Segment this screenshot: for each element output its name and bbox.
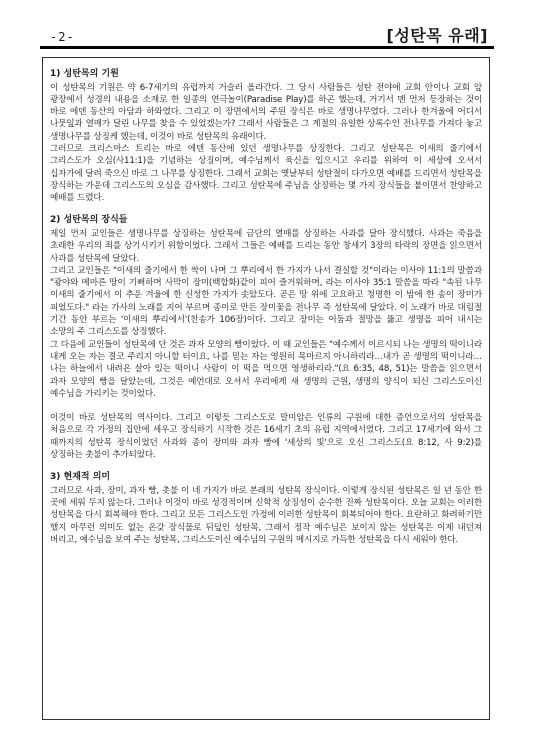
section-decorations bbox=[50, 214, 482, 461]
section-heading: 1) 성탄목의 기원 bbox=[50, 69, 119, 79]
paragraph: 그 다음에 교인들이 성탄목에 단 것은 과자 모양의 빵이었다. 이 때 교인들은 "예수께서 이르시되 나는 생명의 떡이니라 내게 오는 자는 결코 주리지 아니할 터이요, 나를 믿는 자는 영원히 목마르지 아니하리라…내가 곧 생명의 떡이니라…나는 하늘에서 내려온 살아 있는 떡이니 사람이 이 떡을 먹으면 영생하리라."(요 6:35, 48, 51)는 말씀을 읽으면서 과자 모양의 빵을 달았는데, 그것은 예언대로 오셔서 우리에게 새 생명의 근원, 생명의 양식이 되신 그리스도이신 예수님을 가리키는 것이었다. bbox=[50, 339, 482, 399]
paragraph: 그리고 교인들은 "이새의 줄기에서 한 싹이 나며 그 뿌리에서 한 가지가 나서 결실할 것"이라는 이사야 11:1의 말씀과 "광야와 메마른 땅이 기뻐하며 사막이 장미(백합화)같이 피어 즐거워하며, 라는 이사야 35:1 말씀을 따라 "속된 나무 이새의 줄기에서 이 추운 겨울에 한 신성한 가지가 솟았도다. 곧은 땅 위에 고요하고 청명한 이 밤에 한 송이 장미가 피었도다." 라는 가사의 노래를 지어 부르며 종이로 만든 장미꽃을 전나무 즉 성탄목에 달았다. 이 노래가 바로 대림절 기간 동안 부르는 '이새의 뿌리에서'(찬송가 106장)이다. 그리고 장미는 어둠과 절망을 뚫고 생명을 피어 내시는 소망의 주 그리스도를 상징했다. bbox=[50, 265, 482, 338]
paragraph: 그러므로 크리스마스 트리는 바로 에덴 동산에 있던 생명나무를 상징한다. 그리고 성탄목은 이새의 줄기에서 그리스도가 오심(사11:1)을 기념하는 상징이며, 예수님께서 육신을 입으시고 우리를 위하여 이 세상에 오셔서 십자가에 달려 죽으신 바로 그 나무를 상징한다. 그래서 교회는 옛날부터 성탄절이 다가오면 예배를 드리면서 성탄목을 장식하는 가운데 그리스도의 오심을 감사했다. 그리고 성탄목에 주님을 상징하는 몇 가지 장식들을 붙이면서 찬양하고 예배를 드렸다. bbox=[50, 143, 482, 204]
paragraph: 그러므로 사과, 장미, 과자 빵, 촛불 이 네 가지가 바로 본래의 성탄목 장식이다. 이렇게 장식된 성탄목은 일 년 동안 한 곳에 세워 두지 않는다. 그러나 이것이 바로 성경적이며 신학적 상징성이 순수한 진짜 성탄목이다. 오늘 교회는 이러한 성탄목을 다시 회복해야 한다. 그리고 모든 그리스도인 가정에 이러한 성탄목이 회복되어야 한다. 요란하고 화려하기만 했지 아무런 의미도 없는 온갖 장식물로 뒤덮인 성탄목, 그래서 정작 예수님은 보이지 않는 성탄목은 이제 내던져 버리고, 예수님을 보여 주는 성탄목, 그리스도이신 예수님의 구원의 메시지로 가득한 성탄목을 다시 세워야 한다. bbox=[50, 485, 482, 545]
section-heading: 3) 현재적 의미 bbox=[50, 472, 111, 483]
header-divider bbox=[40, 46, 494, 49]
document-title: [성탄목 유래] bbox=[386, 26, 488, 45]
paragraph-gap bbox=[50, 400, 482, 412]
paragraph: 이 성탄목의 기원은 약 6-7세기의 유럽까지 거슬러 올라간다. 그 당시 사람들은 성탄 전야에 교회 안이나 교회 앞 광장에서 성경의 내용을 소재로 한 일종의 연극놀이(Paradise Play)를 하곤 했는데, 거기서 맨 먼저 등장하는 것이 바로 에덴 동산의 아담과 하와였다. 그리고 이 장면에서의 주된 장식은 바로 생명나무였다. 그러나 한겨울에 어디서 나뭇잎과 열매가 달린 나무를 찾을 수 있었겠는가? 그래서 사람들은 그 계절의 유일한 상록수인 전나무를 가져다 놓고 생명나무를 상징케 했는데, 이것이 바로 성탄목의 유래이다. bbox=[50, 82, 482, 142]
section-heading: 2) 성탄목의 장식들 bbox=[50, 215, 128, 226]
section-present-meaning bbox=[50, 471, 482, 546]
paragraph: 이것이 바로 성탄목의 역사이다. 그리고 이렇듯 그리스도로 말미암은 인류의 구원에 대한 증언으로서의 성탄목을 처음으로 각 가정의 집안에 세우고 장식하기 시작한 것은 16세기 초의 유럽 지역에서였다. 그리고 17세기에 와서 그 때까지의 성탄목 장식이었던 사과와 종이 장미와 과자 빵에 '세상의 빛'으로 오신 그리스도(요 8:12, 사 9:2)를 상징하는 촛불이 추가되었다. bbox=[50, 413, 482, 461]
paragraph: 제일 먼저 교인들은 생명나무를 상징하는 성탄목에 금단의 열매를 상징하는 사과를 달아 장식했다. 사과는 죽음을 초래한 우리의 죄를 상기시키기 위함이었다. 그래서 그들은 예배를 드리는 동안 창세기 3장의 타락의 장면을 읽으면서 사과를 성탄목에 달았다. bbox=[50, 228, 482, 264]
page-number: -2- bbox=[50, 30, 75, 44]
content-box bbox=[42, 57, 490, 720]
section-origin bbox=[50, 68, 482, 204]
